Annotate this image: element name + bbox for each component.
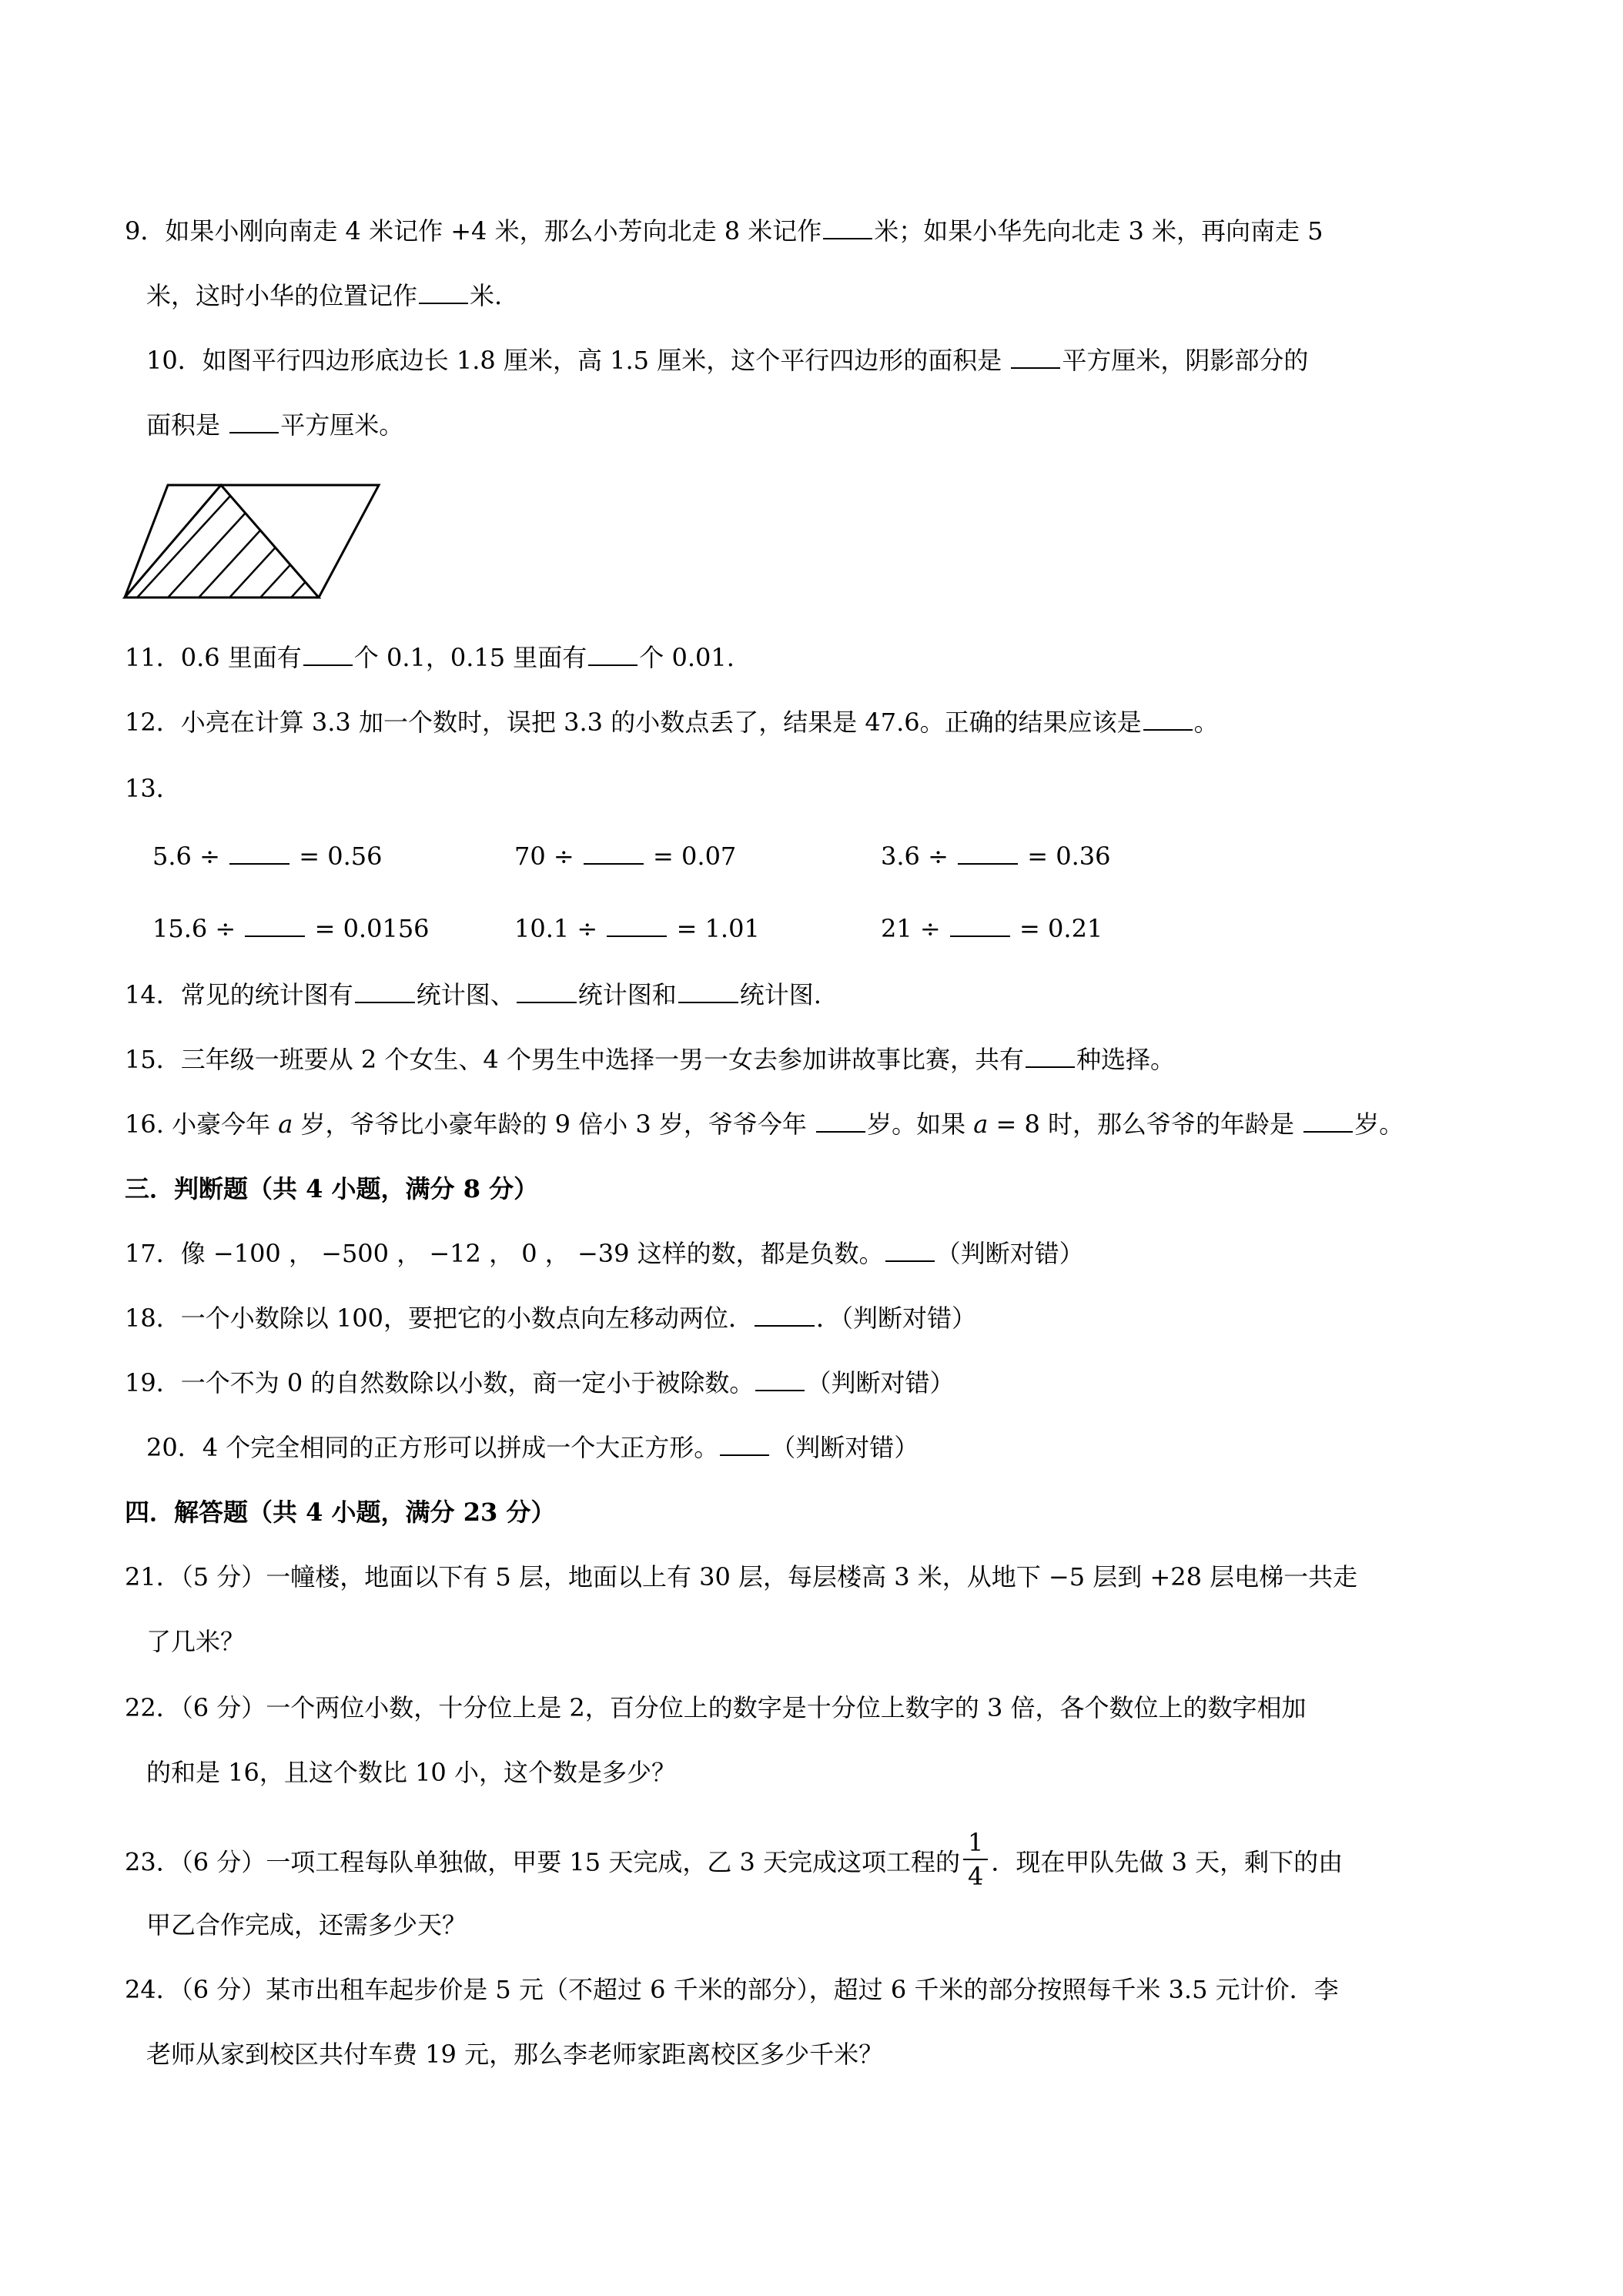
q11-text-b: 个 0.1，0.15 里面有 [353,643,587,672]
q10-blank-1[interactable] [1011,344,1060,369]
q14-blank-3[interactable] [678,979,738,1003]
q14-text-c: 统计图和 [577,980,677,1009]
q9-blank-1[interactable] [823,215,872,239]
q9-blank-2[interactable] [419,279,468,304]
q13-item-4-rhs: = 0.0156 [306,914,430,943]
q16-text-d: = 8 时，那么爷爷的年龄是 [988,1110,1303,1139]
question-12 [125,705,1219,739]
q14-text-a: 14．常见的统计图有 [125,980,353,1009]
q9-text-d: 米. [470,281,503,310]
q18-text-b: ．（判断对错） [815,1304,976,1333]
question-24-line-2: 老师从家到校区共付车费 19 元，那么李老师家距离校区多少千米？ [146,2040,884,2069]
q10-blank-2[interactable] [229,409,279,433]
q13-item-3-rhs: = 0.36 [1019,842,1111,871]
q20-text-a: 20．4 个完全相同的正方形可以拼成一个大正方形。 [146,1433,719,1462]
q13-item-1-blank[interactable] [229,840,289,865]
q13-item-4 [152,912,430,946]
q23-fraction-numerator: 1 [963,1826,988,1860]
question-10-line-2 [146,408,403,442]
q10-text-a: 10．如图平行四边形底边长 1.8 厘米，高 1.5 厘米，这个平行四边形的面积是 [146,346,1010,375]
q16-variable-a: a [278,1110,293,1139]
q17-blank[interactable] [885,1237,935,1262]
q14-text-b: 统计图、 [416,980,515,1009]
q15-text-a: 15．三年级一班要从 2 个女生、4 个男生中选择一男一女去参加讲故事比赛，共有 [125,1045,1024,1074]
q13-item-5-rhs: = 1.01 [668,914,760,943]
question-20 [146,1431,919,1464]
q10-text-d: 平方厘米。 [280,410,404,440]
q23-text-b: ．现在甲队先做 3 天，剩下的由 [991,1847,1344,1877]
q16-variable-a-2: a [973,1110,989,1139]
q19-text-b: （判断对错） [806,1368,955,1397]
question-23-line-2: 甲乙合作完成，还需多少天？ [146,1910,467,1940]
q10-text-b: 平方厘米，阴影部分的 [1062,346,1309,375]
section-3-heading: 三．判断题（共 4 小题，满分 8 分） [125,1174,539,1203]
q14-blank-1[interactable] [355,979,415,1003]
q13-item-2-lhs: 70 ÷ [514,842,582,871]
question-10-line-1 [146,343,1308,377]
question-22-line-1: 22．（6 分）一个两位小数，十分位上是 2，百分位上的数字是十分位上数字的 3 倍，各个数位上的数字相加 [125,1693,1307,1722]
question-17 [125,1237,1084,1270]
q13-item-2-rhs: = 0.07 [644,842,737,871]
q16-text-e: 岁。 [1354,1110,1404,1139]
q23-text-a: 23．（6 分）一项工程每队单独做，甲要 15 天完成，乙 3 天完成这项工程的 [125,1847,961,1877]
q9-text-b: 米；如果小华先向北走 3 米，再向南走 5 [874,216,1323,246]
q15-text-b: 种选择。 [1076,1045,1175,1074]
question-15 [125,1043,1175,1076]
question-16 [125,1107,1404,1141]
question-9-line-2 [146,279,502,313]
q16-text-a: 16. 小豪今年 [125,1110,279,1139]
q17-text-b: （判断对错） [935,1239,1084,1268]
q16-blank-2[interactable] [1303,1108,1353,1133]
question-9-line-1 [125,214,1323,248]
q13-item-5-lhs: 10.1 ÷ [514,914,606,943]
q13-item-2-blank[interactable] [584,840,644,865]
question-23-line-1 [125,1828,1344,1897]
q13-item-1-lhs: 5.6 ÷ [152,842,229,871]
parallelogram-figure [120,479,387,602]
q20-blank[interactable] [720,1431,769,1456]
shaded-triangle-hatching [120,479,387,602]
q12-text-a: 12．小亮在计算 3.3 加一个数时，误把 3.3 的小数点丢了，结果是 47.6。正确的结果应该是 [125,708,1142,737]
question-13-label: 13． [125,774,181,803]
q17-text-a: 17．像 −100 ， −500 ， −12 ， 0 ， −39 这样的数，都是负数。 [125,1239,884,1268]
q23-fraction-denominator: 4 [968,1862,984,1891]
q14-text-d: 统计图. [739,980,822,1009]
section-4-heading: 四．解答题（共 4 小题，满分 23 分） [125,1498,556,1527]
q15-blank[interactable] [1026,1043,1075,1068]
q23-fraction [963,1826,988,1893]
question-19 [125,1366,954,1400]
q13-item-6-blank[interactable] [950,912,1010,937]
q11-blank-1[interactable] [303,641,353,666]
q16-blank-1[interactable] [816,1108,865,1133]
q11-text-a: 11．0.6 里面有 [125,643,302,672]
question-22-line-2: 的和是 16，且这个数比 10 小，这个数是多少？ [146,1758,676,1787]
q13-item-1-rhs: = 0.56 [291,842,383,871]
q13-item-5 [514,912,760,946]
q18-text-a: 18．一个小数除以 100，要把它的小数点向左移动两位． [125,1304,753,1333]
question-11 [125,641,735,674]
question-18 [125,1301,976,1335]
q9-text-a: 9．如果小刚向南走 4 米记作 +4 米，那么小芳向北走 8 米记作 [125,216,822,246]
q13-item-3 [881,839,1110,873]
question-24-line-1: 24．（6 分）某市出租车起步价是 5 元（不超过 6 千米的部分），超过 6 千米的部分按照每千米 3.5 元计价．李 [125,1975,1339,2004]
q11-text-c: 个 0.01. [639,643,735,672]
q13-item-5-blank[interactable] [607,912,667,937]
q12-blank[interactable] [1143,706,1193,731]
q16-text-c: 岁。如果 [867,1110,974,1139]
q13-item-1 [152,839,382,873]
q9-text-c: 米，这时小华的位置记作 [146,281,418,310]
question-21-line-2: 了几米？ [146,1627,246,1656]
q19-blank[interactable] [755,1367,805,1391]
q12-text-b: 。 [1193,708,1219,737]
q10-text-c: 面积是 [146,410,229,440]
parallelogram-outline [125,485,379,597]
q13-item-4-lhs: 15.6 ÷ [152,914,244,943]
q13-item-6-rhs: = 0.21 [1011,914,1103,943]
q13-item-4-blank[interactable] [245,912,305,937]
q13-item-6-lhs: 21 ÷ [881,914,949,943]
q13-item-3-lhs: 3.6 ÷ [881,842,957,871]
q20-text-b: （判断对错） [771,1433,919,1462]
q13-item-6 [881,912,1103,946]
q13-item-3-blank[interactable] [958,840,1018,865]
q13-item-2 [514,839,736,873]
q19-text-a: 19．一个不为 0 的自然数除以小数，商一定小于被除数。 [125,1368,755,1397]
question-14 [125,978,822,1012]
q18-blank[interactable] [755,1302,815,1327]
q11-blank-2[interactable] [588,641,637,666]
q16-text-b: 岁，爷爷比小豪年龄的 9 倍小 3 岁，爷爷今年 [293,1110,815,1139]
question-21-line-1: 21．（5 分）一幢楼，地面以下有 5 层，地面以上有 30 层，每层楼高 3 米，从地下 −5 层到 +28 层电梯一共走 [125,1562,1358,1591]
q14-blank-2[interactable] [517,979,577,1003]
